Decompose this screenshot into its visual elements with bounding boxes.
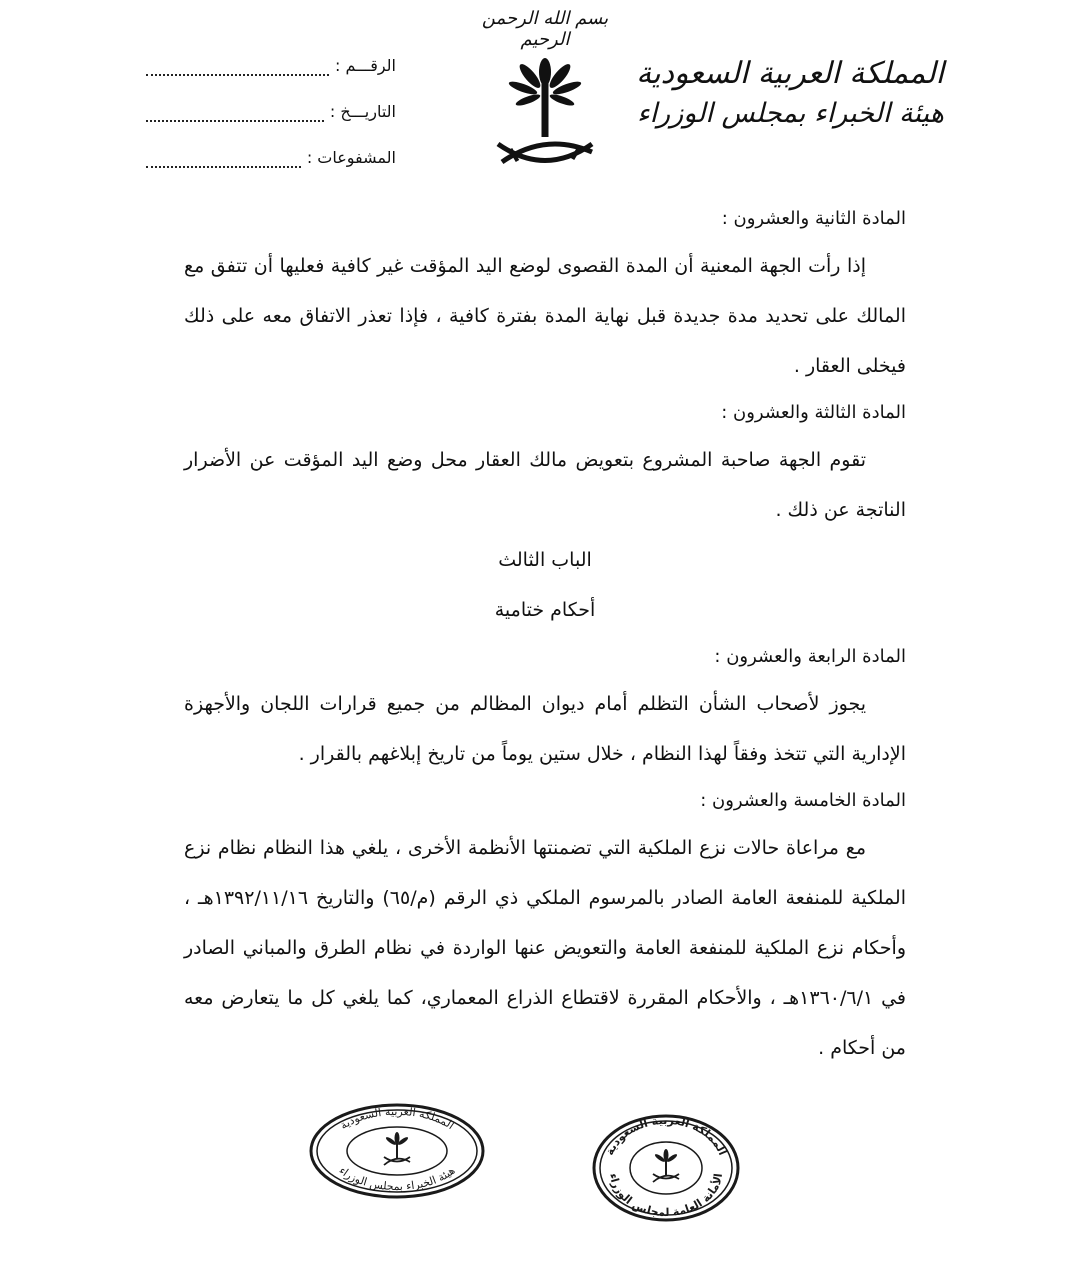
article-24-text: يجوز لأصحاب الشأن التظلم أمام ديوان المظالم من جميع قرارات اللجان والأجهزة الإدارية التي تتخذ وفقاً لهذا النظام ، خلال ستين يوماً من تاريخ إبلاغهم بالقرار . [184, 693, 906, 765]
palm-swords-emblem-icon [490, 52, 600, 177]
article-23-text: تقوم الجهة صاحبة المشروع بتعويض مالك العقار محل وضع اليد المؤقت عن الأضرار الناتجة عن ذلك . [184, 449, 906, 521]
organization-name [636, 54, 944, 134]
attachments-row [146, 148, 396, 194]
document-body [184, 197, 906, 1073]
ref-number-line [146, 60, 329, 76]
seal-right-bottom-text: الأمانة العامة لمجلس الوزراء [606, 1172, 725, 1220]
attachments-label: المشفوعات : [306, 148, 396, 167]
experts-commission-seal-icon [308, 1102, 486, 1200]
article-25-text: مع مراعاة حالات نزع الملكية التي تضمنتها الأنظمة الأخرى ، يلغي هذا النظام نظام نزع الملكية للمنفعة العامة الصادر بالمرسوم الملكي ذي الرقم (م/٦٥) والتاريخ ١٣٩٢/١١/١٦هـ ، وأحكام نزع الملكية للمنفعة العامة والتعويض عنها الواردة في نظام الطرق والمباني الصادر في ١٣٦٠/٦/١هـ ، والأحكام المقررة لاقتطاع الذراع المعماري، كما يلغي كل ما يتعارض معه من أحكام . [184, 837, 906, 1059]
org-line-country: المملكة العربية السعودية [636, 56, 944, 91]
chapter-subtitle: أحكام ختامية [494, 599, 596, 621]
seal-left-top-text: المملكة العربية السعودية [337, 1104, 457, 1133]
article-22-heading: المادة الثانية والعشرون : [721, 208, 906, 229]
article-24-heading: المادة الرابعة والعشرون : [714, 646, 906, 667]
date-line [146, 106, 324, 122]
article-22-text: إذا رأت الجهة المعنية أن المدة القصوى لوضع اليد المؤقت غير كافية فعليها أن تتفق مع المالك على تحديد مدة جديدة قبل نهاية المدة بفترة كافية ، فإذا تعذر الاتفاق معه على ذلك فيخلى العقار . [184, 255, 906, 377]
svg-text:هيئة الخبراء بمجلس الوزراء [336, 1164, 457, 1193]
article-23-heading: المادة الثالثة والعشرون : [721, 402, 906, 423]
ref-number-row [146, 56, 396, 102]
svg-text:المملكة العربية السعودية [338, 1105, 457, 1132]
org-line-authority: هيئة الخبراء بمجلس الوزراء [636, 98, 944, 129]
date-label: التاريـــخ : [329, 102, 396, 121]
chapter-title: الباب الثالث [498, 549, 592, 571]
date-row [146, 102, 396, 148]
reference-fields [146, 56, 396, 194]
seal-left-bottom-text: هيئة الخبراء بمجلس الوزراء [336, 1163, 458, 1194]
basmala: بسم الله الرحمن الرحيم [481, 8, 609, 50]
council-secretariat-seal-icon [592, 1114, 740, 1222]
ref-number-label: الرقـــم : [335, 56, 396, 75]
attachments-line [146, 152, 301, 168]
article-25-heading: المادة الخامسة والعشرون : [700, 790, 906, 811]
seal-right-top-text: المملكة العربية السعودية [602, 1114, 730, 1158]
